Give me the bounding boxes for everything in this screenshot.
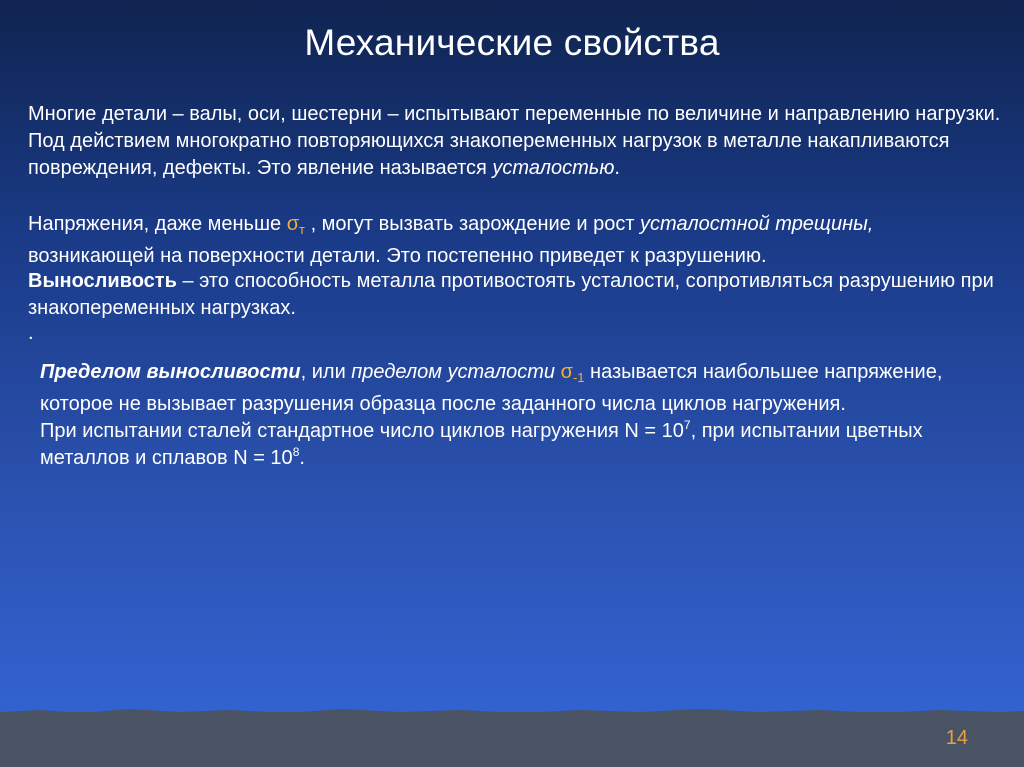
paragraph-text: , могут вызвать зарождение и рост — [305, 213, 641, 235]
slide-title: Механические свойства — [304, 22, 720, 63]
sigma-symbol: σ — [560, 361, 573, 383]
definition-block — [40, 359, 1000, 472]
ground-texture — [0, 704, 1024, 720]
sigma-symbol: σ — [286, 213, 300, 235]
paragraph-stress — [28, 211, 1003, 270]
paragraph-text: Многие детали – валы, оси, шестерни – испытывают переменные по величине и направлению нагрузки. Под действием многократно повторяющихся знакопеременных нагрузок в металле накапливаются повреждения, дефекты. Это явление называется — [28, 103, 1001, 179]
sigma-subscript: т — [299, 222, 306, 237]
definition-line — [40, 359, 1000, 418]
definition-text: , или — [300, 361, 352, 383]
paragraph-end: . — [614, 157, 620, 179]
paragraph-text: возникающей на поверхности детали. Это постепенно приведет к разрушению. — [28, 245, 767, 267]
page-number: 14 — [945, 727, 968, 749]
paragraph-text: Напряжения, даже меньше — [28, 213, 287, 235]
stray-dot: . — [28, 322, 34, 344]
cycles-line — [40, 418, 1000, 472]
paragraph-text: – это способность металла противостоять усталости, сопротивляться разрушению при знакопеременных нагрузках. — [28, 270, 994, 319]
cycles-text: При испытании сталей стандартное число циклов нагружения N = 10 — [40, 420, 684, 442]
definition-text: называется наибольшее напряжение, которое не вызывает разрушения образца после заданного числа циклов нагружения. — [40, 361, 943, 415]
term-endurance: Выносливость — [28, 270, 177, 292]
term-endurance-limit: Пределом выносливости — [40, 361, 301, 383]
cycles-end: . — [299, 447, 305, 469]
term-fatigue-crack: усталостной трещины, — [640, 213, 874, 235]
paragraph-fatigue — [28, 101, 1003, 182]
cycles-text: , при испытании цветных металлов и сплавов N = 10 — [40, 420, 923, 469]
ground-strip — [0, 712, 1024, 767]
term-fatigue: усталостью — [492, 157, 615, 179]
exponent: 8 — [292, 445, 300, 459]
paragraph-endurance — [28, 268, 1003, 322]
sigma-subscript: -1 — [572, 370, 585, 385]
exponent: 7 — [683, 418, 691, 432]
term-fatigue-limit: пределом усталости — [351, 361, 556, 383]
